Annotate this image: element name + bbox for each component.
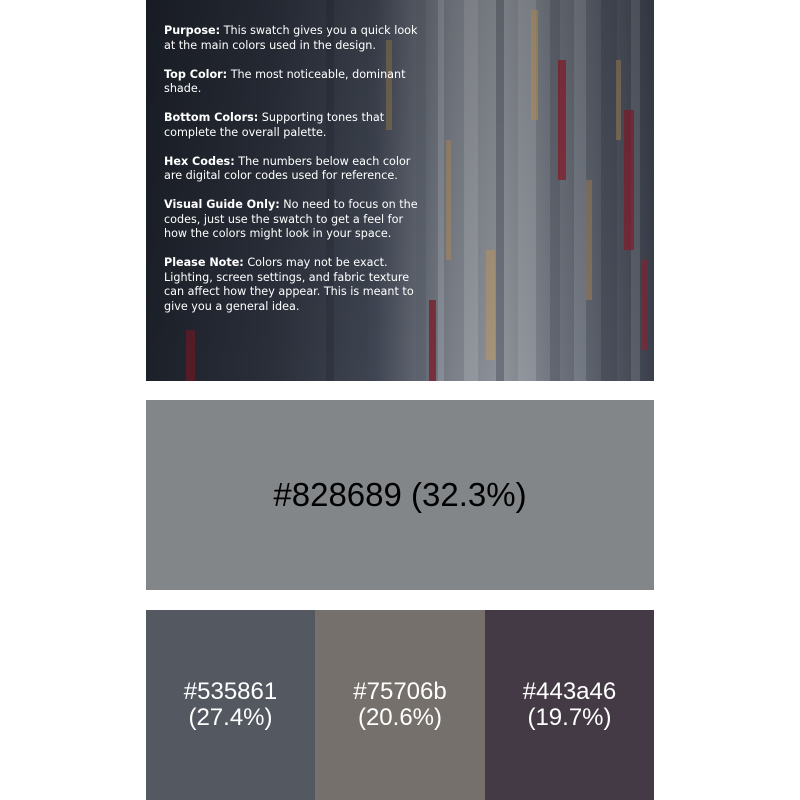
swatch-hex-label: #75706b bbox=[353, 678, 447, 705]
swatch-percent-label: (27.4%) bbox=[188, 704, 273, 731]
note-bottom-colors: Bottom Colors: Supporting tones that complete the overall palette. bbox=[164, 111, 385, 139]
supporting-color-swatch-2 bbox=[315, 610, 485, 800]
swatch-hex-label: #535861 bbox=[183, 678, 278, 705]
dominant-color-swatch bbox=[146, 400, 654, 590]
note-top-color: Top Color: The most noticeable, dominant shade. bbox=[164, 67, 406, 95]
swatch-percent-label: (19.7%) bbox=[527, 704, 612, 731]
supporting-color-swatch-3 bbox=[485, 610, 654, 800]
supporting-color-swatch-1 bbox=[146, 610, 315, 800]
note-please-note: Please Note: Colors may not be exact. Lighting, screen settings, and fabric texture can affect how they appear. This is meant to give you a general idea. bbox=[164, 256, 414, 313]
swatch-percent-label: (20.6%) bbox=[357, 704, 443, 731]
swatch-hex-label: #443a46 bbox=[522, 678, 617, 705]
rug-texture-image bbox=[146, 0, 654, 381]
note-visual-guide: Visual Guide Only: No need to focus on the codes, just use the swatch to get a feel for how the colors might look in your space. bbox=[164, 198, 418, 240]
dominant-color-label: #828689 (32.3%) bbox=[273, 476, 527, 513]
note-purpose: Purpose: This swatch gives you a quick look at the main colors used in the design. bbox=[164, 24, 418, 52]
note-hex-codes: Hex Codes: The numbers below each color are digital color codes used for reference. bbox=[164, 154, 411, 182]
swatch-explanation bbox=[164, 24, 426, 329]
